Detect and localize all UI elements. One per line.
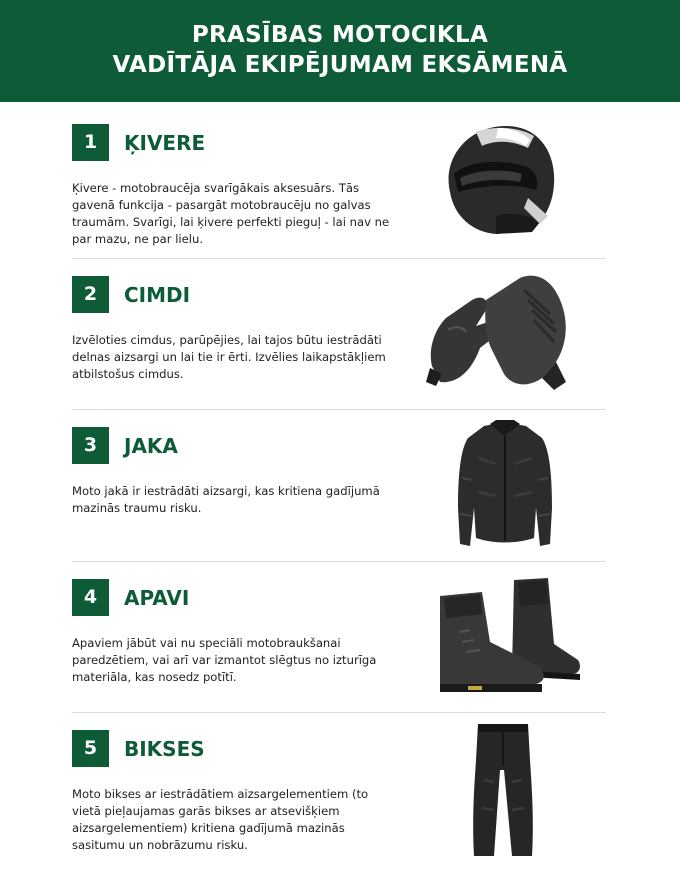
page-title — [0, 0, 680, 80]
section-number: 5 — [72, 730, 109, 767]
page-header — [0, 0, 680, 102]
section-divider — [72, 712, 606, 713]
helmet-icon — [436, 120, 560, 238]
section-title: ĶIVERE — [124, 131, 206, 155]
title-line-1: PRASĪBAS MOTOCIKLA — [191, 22, 489, 48]
section-divider — [72, 561, 606, 562]
section-description: Izvēloties cimdus, parūpējies, lai tajos būtu iestrādāti delnas aizsargi un lai tie ir ērti. Izvēlies laikapstākļiem atbilstošus cimdus. — [72, 333, 386, 381]
title-line-2: VADĪTĀJA EKIPĒJUMAM EKSĀMENĀ — [112, 52, 568, 78]
jacket-icon — [454, 418, 556, 554]
section-number: 3 — [72, 427, 109, 464]
trousers-icon — [470, 720, 536, 860]
section-title: CIMDI — [124, 283, 191, 307]
section-number: 1 — [72, 124, 109, 161]
section-number: 4 — [72, 579, 109, 616]
section-title: BIKSES — [124, 737, 205, 761]
section-title: APAVI — [124, 586, 190, 610]
section-title: JAKA — [124, 434, 178, 458]
section-description: Moto jakā ir iestrādāti aizsargi, kas kritiena gadījumā mazinās traumu risku. — [72, 484, 380, 515]
section-divider — [72, 409, 606, 410]
boots-icon — [430, 574, 582, 698]
section-description: Ķivere - motobraucēja svarīgākais aksesuārs. Tās gavenā funkcija - pasargāt motobraucēju no galvas traumām. Svarīgi, lai ķivere perfekti pieguļ - lai nav ne par mazu, ne par lielu. — [72, 181, 390, 246]
section-description: Moto bikses ar iestrādātiem aizsargelementiem (to vietā pieļaujamas garās bikses ar atsevišķiem aizsargelementiem) kritiena gadījumā mazinās sasitumu un nobrāzumu risku. — [72, 787, 369, 852]
section-number: 2 — [72, 276, 109, 313]
section-divider — [72, 258, 606, 259]
gloves-icon — [424, 270, 576, 394]
section-description: Apaviem jābūt vai nu speciāli motobraukšanai paredzētiem, vai arī var izmantot slēgtus no izturīga materiāla, kas nosedz potītī. — [72, 636, 377, 684]
